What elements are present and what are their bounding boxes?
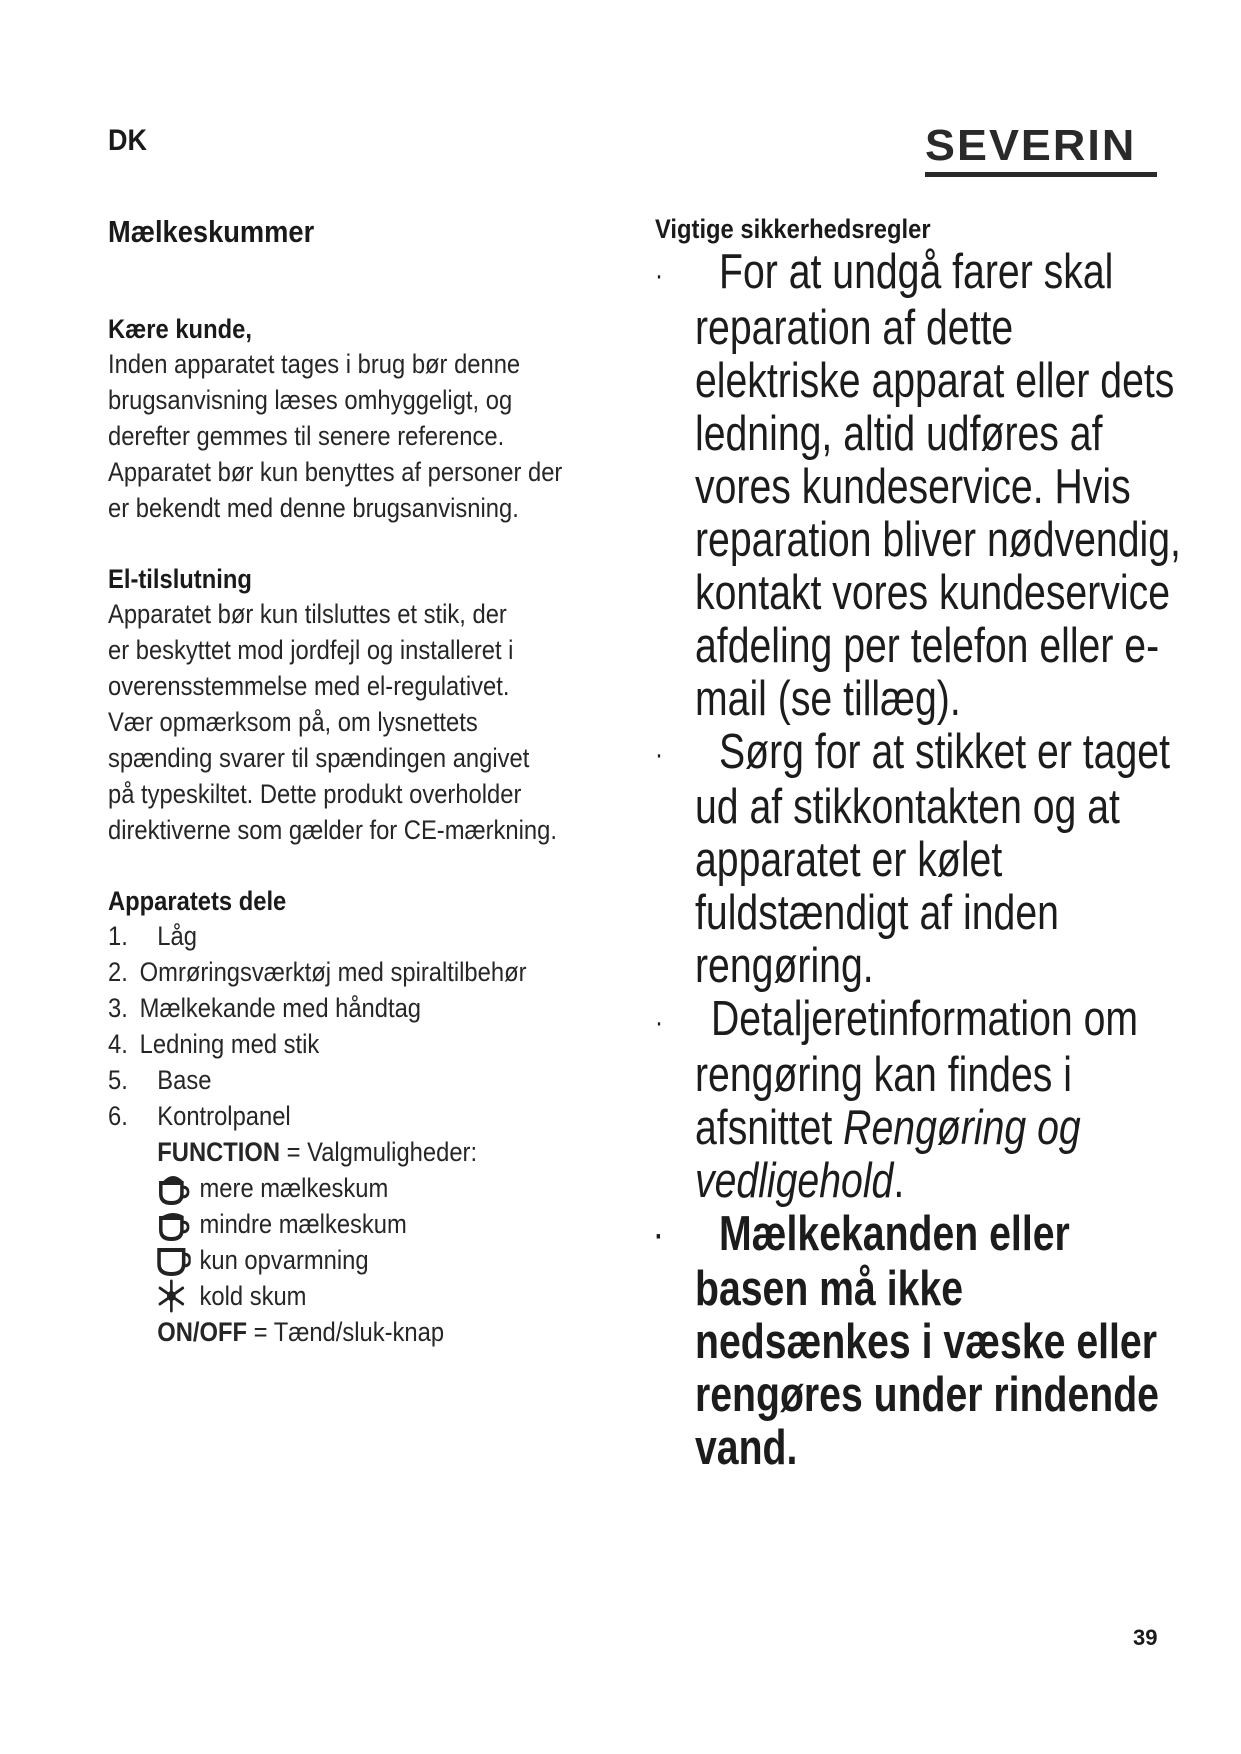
logo-underline bbox=[925, 172, 1157, 177]
mode-label: kun opvarmning bbox=[199, 1245, 369, 1275]
language-code: DK bbox=[108, 124, 148, 157]
greeting-line: derefter gemmes til senere reference. bbox=[108, 421, 505, 451]
parts-list bbox=[108, 918, 627, 1134]
list-item: 5. Base bbox=[108, 1065, 212, 1095]
greeting-line: er bekendt med denne brugsanvisning. bbox=[108, 493, 519, 523]
mode-item bbox=[157, 1242, 627, 1278]
greeting-heading: Kære kunde, bbox=[108, 314, 252, 344]
greeting-line: brugsanvisning læses omhyggeligt, og bbox=[108, 385, 513, 415]
onoff-line bbox=[108, 1314, 627, 1350]
function-desc: = Valgmuligheder: bbox=[280, 1137, 478, 1167]
list-item: 2. Omrøringsværktøj med spiraltilbehør bbox=[108, 957, 527, 987]
parts-section bbox=[108, 884, 627, 1350]
mode-label: mindre mælkeskum bbox=[199, 1209, 407, 1239]
page-title: Mælkeskummer bbox=[108, 214, 315, 249]
list-item: 3. Mælkekande med håndtag bbox=[108, 993, 422, 1023]
severin-logo bbox=[925, 121, 1160, 177]
brand-name: SEVERIN bbox=[925, 121, 1137, 170]
right-column bbox=[655, 212, 1215, 1475]
electrical-line: spænding svarer til spændingen angivet bbox=[108, 743, 530, 773]
electrical-section bbox=[108, 562, 627, 848]
electrical-line: på typeskiltet. Dette produkt overholder bbox=[108, 779, 522, 809]
safety-list bbox=[655, 246, 1183, 1475]
safety-rule: · For at undgå farer skal reparation af dette elektriske apparat eller dets ledning, altid udføres af vores kundeservice. Hvis reparation bliver nødvendig, kontakt vores kundeservice afdeling per telefon eller e-mail (se tillæg). bbox=[655, 245, 1181, 726]
mode-item bbox=[157, 1170, 627, 1206]
bullet-icon: · bbox=[655, 738, 663, 772]
onoff-key: ON/OFF bbox=[157, 1317, 248, 1347]
snowflake-icon bbox=[156, 1278, 191, 1314]
greeting-section bbox=[108, 312, 627, 526]
safety-rule: · Sørg for at stikket er taget ud af stikkontakten og at apparatet er kølet fuldstændigt af inden rengøring. bbox=[655, 724, 1170, 994]
mode-item bbox=[157, 1206, 627, 1242]
mode-item bbox=[157, 1278, 627, 1314]
bullet-icon: · bbox=[655, 1220, 663, 1254]
mode-label: kold skum bbox=[199, 1281, 307, 1311]
page-number: 39 bbox=[1133, 1625, 1158, 1650]
mode-list bbox=[108, 1170, 627, 1314]
onoff-desc: = Tænd/sluk-knap bbox=[247, 1317, 445, 1347]
greeting-line: Inden apparatet tages i brug bør denne bbox=[108, 349, 521, 379]
electrical-line: Vær opmærksom på, om lysnettets bbox=[108, 707, 478, 737]
cup-heat-only-icon bbox=[156, 1242, 191, 1278]
list-item: 6. Kontrolpanel bbox=[108, 1101, 291, 1131]
list-item: 4. Ledning med stik bbox=[108, 1029, 320, 1059]
greeting-line: Apparatet bør kun benyttes af personer der bbox=[108, 457, 563, 487]
parts-heading: Apparatets dele bbox=[108, 886, 287, 916]
electrical-line: Apparatet bør kun tilsluttes et stik, der bbox=[108, 599, 507, 629]
list-item: 1. Låg bbox=[108, 921, 197, 951]
function-line bbox=[108, 1134, 627, 1170]
safety-heading: Vigtige sikkerhedsregler bbox=[655, 214, 931, 244]
function-key: FUNCTION bbox=[157, 1137, 281, 1167]
cup-more-foam-icon bbox=[156, 1170, 191, 1206]
mode-label: mere mælkeskum bbox=[199, 1173, 389, 1203]
safety-rule: · Detaljeretinformation om rengøring kan findes i afsnittet Rengøring og vedligehold. bbox=[655, 992, 1139, 1208]
electrical-line: er beskyttet mod jordfejl og installeret i bbox=[108, 635, 514, 665]
cup-less-foam-icon bbox=[156, 1206, 191, 1242]
electrical-heading: El-tilslutning bbox=[108, 564, 252, 594]
electrical-line: direktiverne som gælder for CE-mærkning. bbox=[108, 815, 557, 845]
left-column bbox=[108, 212, 628, 1350]
safety-rule: · Mælkekanden eller basen må ikke nedsænkes i væske eller rengøres under rindende vand. bbox=[655, 1206, 1159, 1476]
bullet-icon: · bbox=[655, 258, 663, 292]
electrical-line: overensstemmelse med el-regulativet. bbox=[108, 671, 510, 701]
bullet-icon: · bbox=[655, 1005, 663, 1039]
